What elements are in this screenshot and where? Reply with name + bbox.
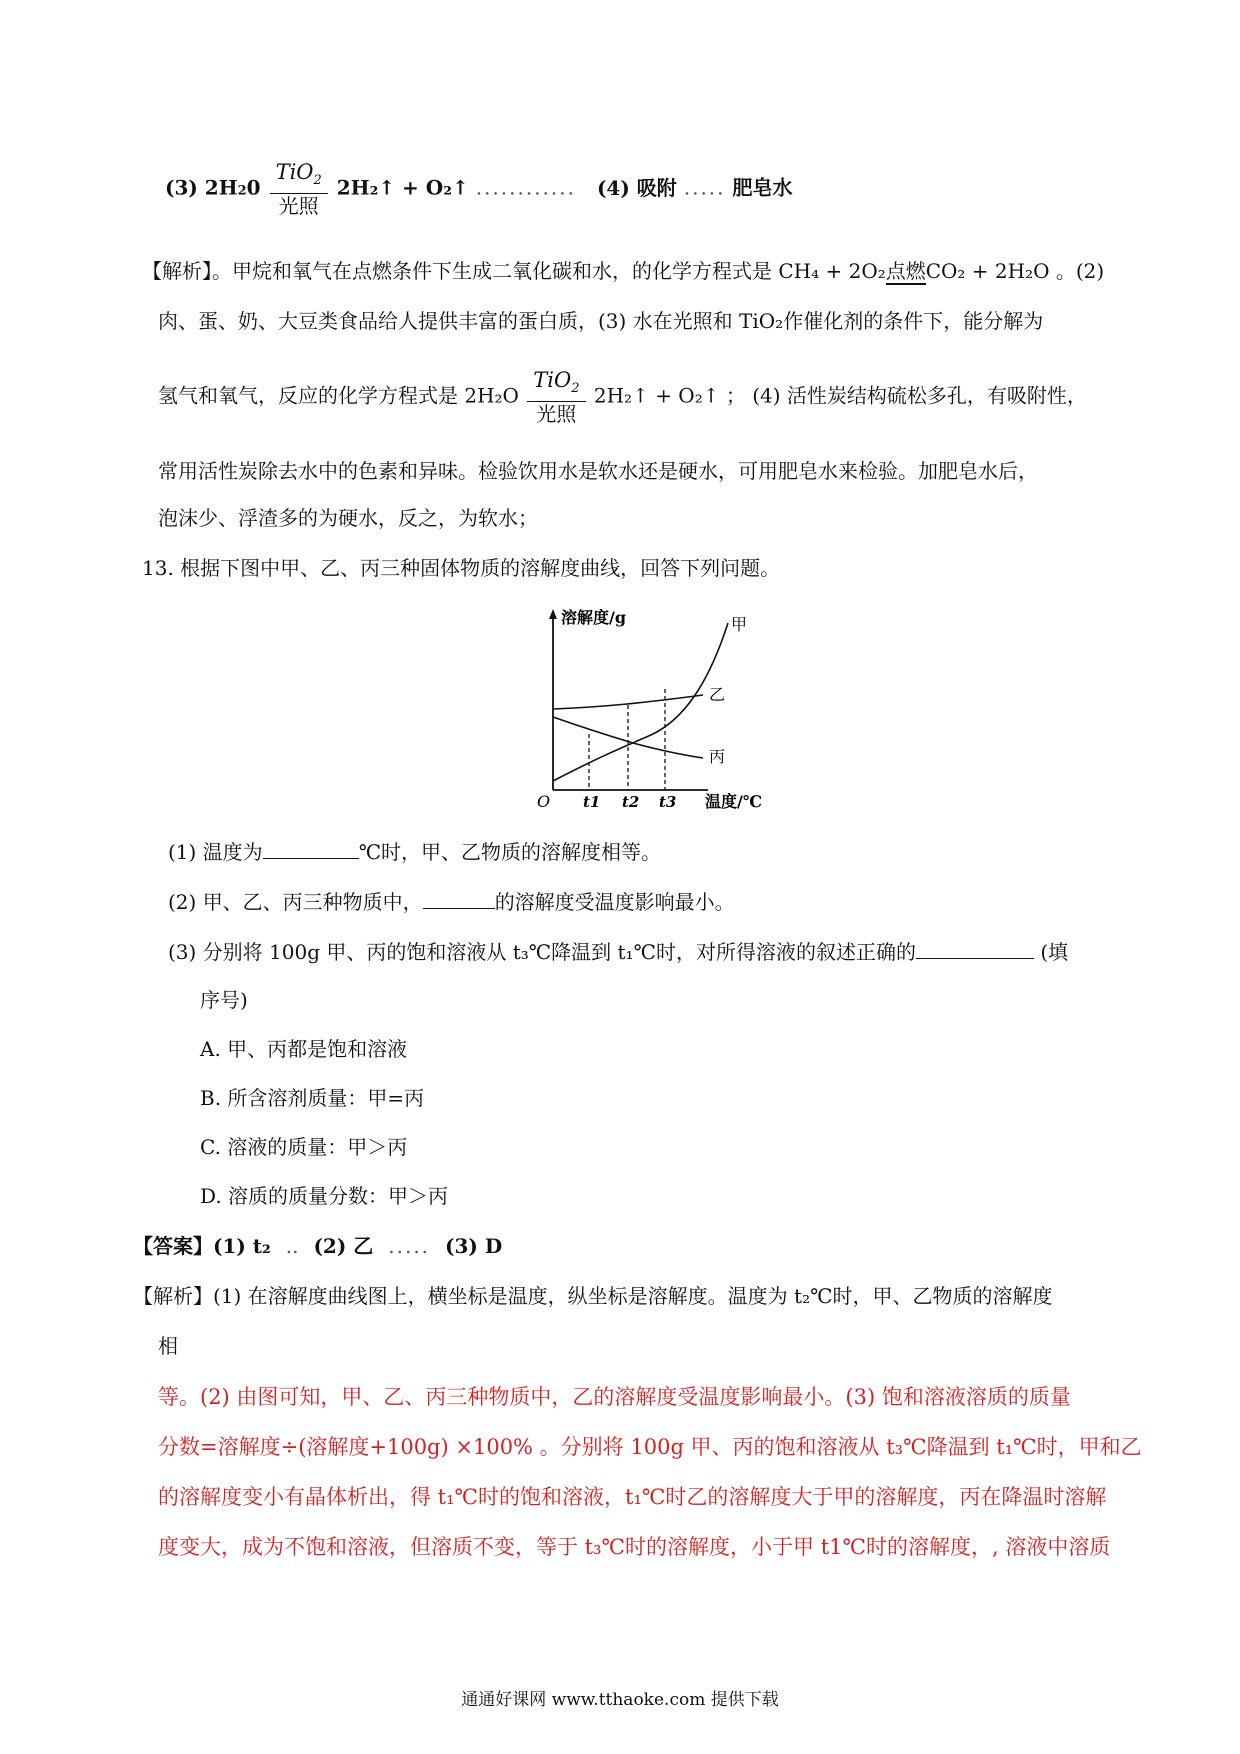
- analysis12-line4: 常用活性炭除去水中的色素和异味。检验饮用水是软水还是硬水，可用肥皂水来检验。加肥皂水后，: [158, 459, 1038, 483]
- q13-1: (1) 温度为 ℃时，甲、乙物质的溶解度相等。: [168, 840, 662, 864]
- frac-bottom: 光照: [278, 194, 319, 219]
- series-label-yi: 乙: [709, 685, 726, 704]
- frac-top: TiO: [275, 160, 314, 184]
- dots-2: .....: [683, 175, 726, 200]
- item3-sub: 2: [237, 183, 247, 199]
- tick-t2: t2: [622, 793, 640, 811]
- analysis13-red2: 分数=溶解度÷(溶解度+100g) ×100% 。分别将 100g 甲、丙的饱和溶液从 t₃℃降温到 t₁℃时，甲和乙: [158, 1435, 1142, 1459]
- analysis13-line2: 相: [158, 1334, 178, 1358]
- question13-stem: 13. 根据下图中甲、乙、丙三种固体物质的溶解度曲线，回答下列问题。: [142, 556, 781, 580]
- frac-top-sub: 2: [313, 173, 322, 189]
- item3-products: 2H₂↑ + O₂↑: [336, 175, 469, 200]
- analysis13-red4: 度变大，成为不饱和溶液，但溶质不变，等于 t₃℃时的溶解度，小于甲 t1℃时的溶解度，, 溶液中溶质: [158, 1535, 1111, 1559]
- ignite-condition: 点燃: [885, 259, 926, 283]
- dots-1: ............: [475, 175, 576, 200]
- option-c: C. 溶液的质量：甲＞丙: [200, 1135, 408, 1159]
- analysis12-line3: 氢气和氧气，反应的化学方程式是 2H₂O $\frac{TiO_2}{\text{光照}}$ 2H₂↑ + O₂↑ ； (4) 活性炭结构硫松多孔，有吸附性，: [158, 368, 1087, 427]
- tick-t3: t3: [659, 793, 677, 811]
- analysis12-line1: 【解析】。甲烷和氧气在点燃条件下生成二氧化碳和水，的化学方程式是 CH₄ + 2O₂点燃CO₂ + 2H₂O 。(2): [142, 259, 1105, 283]
- answer-line-top: [165, 160, 793, 218]
- solubility-chart: [533, 605, 773, 815]
- tio2-fraction: [270, 160, 328, 218]
- analysis12-line5: 泡沫少、浮渣多的为硬水，反之，为软水；: [158, 506, 538, 530]
- analysis13-red3: 的溶解度变小有晶体析出，得 t₁℃时的饱和溶液，t₁℃时乙的溶解度大于甲的溶解度，丙在降温时溶解: [158, 1485, 1107, 1509]
- y-axis-label: 溶解度/g: [561, 608, 627, 627]
- q13-3-cont: 序号): [200, 988, 248, 1012]
- x-axis-label: 温度/℃: [705, 792, 763, 811]
- origin-label: O: [537, 792, 551, 811]
- series-label-jia: 甲: [731, 615, 748, 634]
- series-label-bing: 丙: [709, 747, 726, 766]
- analysis13-red1: 等。(2) 由图可知，甲、乙、丙三种物质中，乙的溶解度受温度影响最小。(3) 饱和溶液溶质的质量: [158, 1385, 1071, 1409]
- page-footer: 通通好课网 www.tthaoke.com 提供下载: [461, 1690, 779, 1710]
- blank-3[interactable]: [916, 938, 1034, 959]
- answer13: 【答案】(1) t₂ .. (2) 乙 ..... (3) D: [133, 1234, 503, 1258]
- option-a: A. 甲、丙都是饱和溶液: [200, 1037, 408, 1061]
- item4: (4) 吸附: [596, 175, 677, 200]
- blank-1[interactable]: [263, 838, 359, 859]
- curve-bing: [553, 717, 703, 758]
- analysis13-line1: 【解析】(1) 在溶解度曲线图上，横坐标是温度，纵坐标是溶解度。温度为 t₂℃时，甲、乙物质的溶解度: [133, 1284, 1053, 1308]
- analysis12-line2: 肉、蛋、奶、大豆类食品给人提供丰富的蛋白质，(3) 水在光照和 TiO₂作催化剂的条件下，能分解为: [158, 309, 1044, 333]
- tick-t1: t1: [583, 793, 601, 811]
- q13-2: (2) 甲、乙、丙三种物质中， 的溶解度受温度影响最小。: [168, 890, 735, 914]
- item3-o: 0: [246, 175, 261, 200]
- y-axis-arrow: [549, 609, 557, 619]
- item4b: 肥皂水: [732, 175, 793, 200]
- item3-label: (3) 2H: [165, 175, 238, 200]
- option-d: D. 溶质的质量分数：甲＞丙: [200, 1184, 449, 1208]
- blank-2[interactable]: [423, 888, 495, 909]
- option-b: B. 所含溶剂质量：甲=丙: [200, 1086, 425, 1110]
- q13-3: (3) 分别将 100g 甲、丙的饱和溶液从 t₃℃降温到 t₁℃时，对所得溶液的叙述正确的 (填: [168, 940, 1069, 964]
- tio2-fraction-2: $\frac{TiO_2}{\text{光照}}$: [527, 368, 585, 426]
